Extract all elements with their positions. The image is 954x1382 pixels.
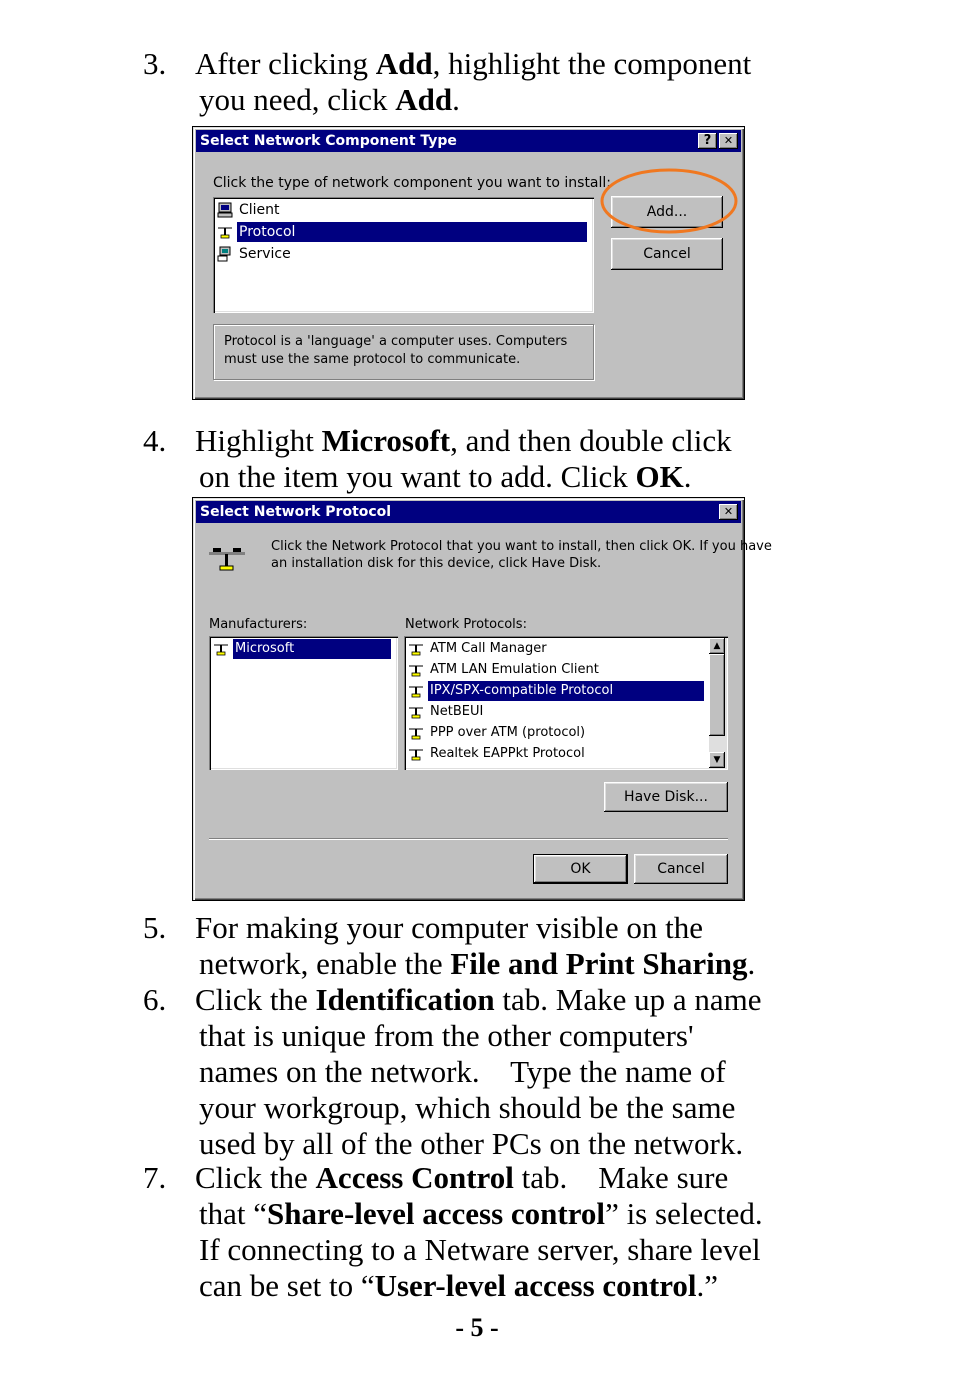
bold-term: Share-level access control [267, 1196, 606, 1231]
protocol-icon [217, 224, 233, 240]
step-line [199, 1054, 843, 1090]
text-run: can be set to “ [199, 1268, 375, 1303]
text-run: on the item you want to add. Click [199, 459, 636, 494]
text-run: Click the [195, 982, 316, 1017]
step-number: 6. [143, 982, 167, 1017]
ok-button[interactable] [533, 854, 628, 884]
network-protocols-list[interactable] [404, 636, 728, 770]
vertical-scrollbar[interactable] [709, 638, 726, 768]
text-run: Highlight [195, 423, 322, 458]
step-number: 5. [143, 910, 167, 945]
step-line [199, 82, 843, 118]
service-icon [217, 246, 233, 262]
list-item-label: NetBEUI [430, 704, 484, 719]
bold-term: Access Control [315, 1160, 514, 1195]
protocol-icon [408, 746, 424, 762]
manufacturers-list[interactable] [209, 636, 398, 770]
text-run: tab. Make up a name [494, 982, 762, 1017]
dialog-title-bar [196, 501, 741, 523]
list-item-label: Microsoft [233, 639, 391, 659]
list-item-label: PPP over ATM (protocol) [430, 725, 586, 740]
step-7 [143, 1160, 843, 1304]
scroll-up-button[interactable]: ▲ [709, 638, 725, 654]
dialog-title: Select Network Component Type [200, 133, 457, 149]
instructions-line-2: an installation disk for this device, click Have Disk. [271, 556, 602, 571]
instructions-line-1: Click the Network Protocol that you want to install, then click OK. If you have [271, 539, 772, 554]
list-item[interactable] [408, 681, 708, 701]
network-protocols-label: Network Protocols: [405, 617, 527, 632]
list-item[interactable] [408, 723, 593, 743]
protocol-icon [408, 725, 424, 741]
list-item-label: Client [239, 202, 280, 218]
step-3 [143, 46, 843, 118]
step-line [195, 423, 843, 459]
step-line [195, 910, 843, 946]
have-disk-button[interactable] [604, 782, 728, 812]
text-run: tab. Make sure [513, 1160, 729, 1195]
network-protocol-icon [207, 544, 247, 574]
text-run: After clicking [195, 46, 376, 81]
text-run: . [747, 946, 756, 981]
have-disk-label: Have Disk... [624, 789, 708, 805]
add-highlight-ellipse [598, 166, 740, 238]
protocol-icon [408, 683, 424, 699]
text-run: , highlight the component [432, 46, 752, 81]
ok-label: OK [570, 861, 591, 877]
step-line [199, 1090, 843, 1126]
text-run: . [683, 459, 692, 494]
page-number: - 5 - [455, 1313, 499, 1342]
text-run: If connecting to a Netware server, share level [199, 1232, 761, 1267]
step-number: 4. [143, 423, 167, 458]
close-button[interactable]: ✕ [719, 504, 738, 520]
scroll-thumb[interactable] [709, 654, 725, 736]
step-5 [143, 910, 843, 982]
description-line-1: Protocol is a 'language' a computer uses. Computers [224, 334, 568, 349]
dialog-title: Select Network Protocol [200, 504, 392, 520]
step-line [199, 1232, 843, 1268]
select-network-protocol-dialog [192, 497, 772, 901]
text-run: ” is selected. [605, 1196, 763, 1231]
text-run: . [452, 82, 460, 117]
bold-term: Add [375, 46, 433, 81]
bold-term: Add [395, 82, 453, 117]
scroll-down-button[interactable]: ▼ [709, 752, 725, 768]
step-line [195, 982, 843, 1018]
dialog-title-bar [196, 130, 741, 152]
client-icon [217, 202, 233, 218]
protocol-icon [408, 704, 424, 720]
list-item[interactable] [408, 660, 607, 680]
list-item-label: Realtek EAPPkt Protocol [430, 746, 585, 761]
list-item[interactable] [217, 200, 288, 220]
bold-term: User-level access control [374, 1268, 697, 1303]
text-run: names on the network. Type the name of [199, 1054, 726, 1089]
list-item[interactable] [217, 244, 299, 264]
text-run: , and then double click [450, 423, 732, 458]
cancel-button-label: Cancel [643, 246, 691, 262]
text-run: used by all of the other PCs on the network. [199, 1126, 744, 1161]
component-prompt: Click the type of network component you want to install: [213, 175, 612, 191]
add-button-label: Add... [646, 204, 688, 220]
list-item-label: IPX/SPX-compatible Protocol [428, 681, 704, 701]
step-line [195, 46, 843, 82]
protocol-icon [408, 641, 424, 657]
cancel-button[interactable] [611, 238, 723, 270]
list-item-label: ATM Call Manager [430, 641, 547, 656]
protocol-icon [213, 641, 229, 657]
list-item-label: Service [239, 246, 291, 262]
bold-term: OK [635, 459, 684, 494]
step-line [199, 459, 843, 495]
manufacturers-label-text: Manufacturers: [209, 617, 308, 632]
step-line [199, 1196, 843, 1232]
list-item[interactable] [408, 702, 491, 722]
close-button[interactable]: ✕ [719, 133, 738, 149]
step-number: 3. [143, 46, 167, 81]
component-description-box [213, 324, 594, 380]
text-run: Click the [195, 1160, 316, 1195]
step-6 [143, 982, 843, 1162]
list-item[interactable] [408, 639, 555, 659]
step-line [199, 946, 843, 982]
text-run: that is unique from the other computers' [199, 1018, 694, 1053]
text-run: .” [696, 1268, 719, 1303]
text-run: your workgroup, which should be the same [199, 1090, 736, 1125]
list-item-label: Protocol [237, 222, 587, 242]
step-line [199, 1018, 843, 1054]
component-list[interactable] [213, 197, 594, 313]
bold-term: Identification [315, 982, 495, 1017]
bold-term: Microsoft [321, 423, 451, 458]
step-line [195, 1160, 843, 1196]
list-item-label: ATM LAN Emulation Client [430, 662, 599, 677]
step-line [199, 1268, 843, 1304]
text-run: For making your computer visible on the [195, 910, 703, 945]
list-item[interactable] [213, 639, 395, 659]
text-run: you need, click [199, 82, 396, 117]
step-line [199, 1126, 843, 1162]
cancel-label: Cancel [657, 861, 705, 877]
step-4 [143, 423, 843, 495]
manufacturers-label [209, 617, 307, 632]
separator [209, 838, 728, 840]
protocol-icon [408, 662, 424, 678]
bold-term: File and Print Sharing [450, 946, 748, 981]
list-item[interactable] [217, 222, 591, 242]
description-line-2: must use the same protocol to communicate. [224, 352, 521, 367]
list-item[interactable] [408, 744, 593, 764]
help-button[interactable]: ? [698, 133, 717, 149]
text-run: that “ [199, 1196, 267, 1231]
step-number: 7. [143, 1160, 167, 1195]
text-run: network, enable the [199, 946, 451, 981]
cancel-button[interactable] [634, 854, 728, 884]
